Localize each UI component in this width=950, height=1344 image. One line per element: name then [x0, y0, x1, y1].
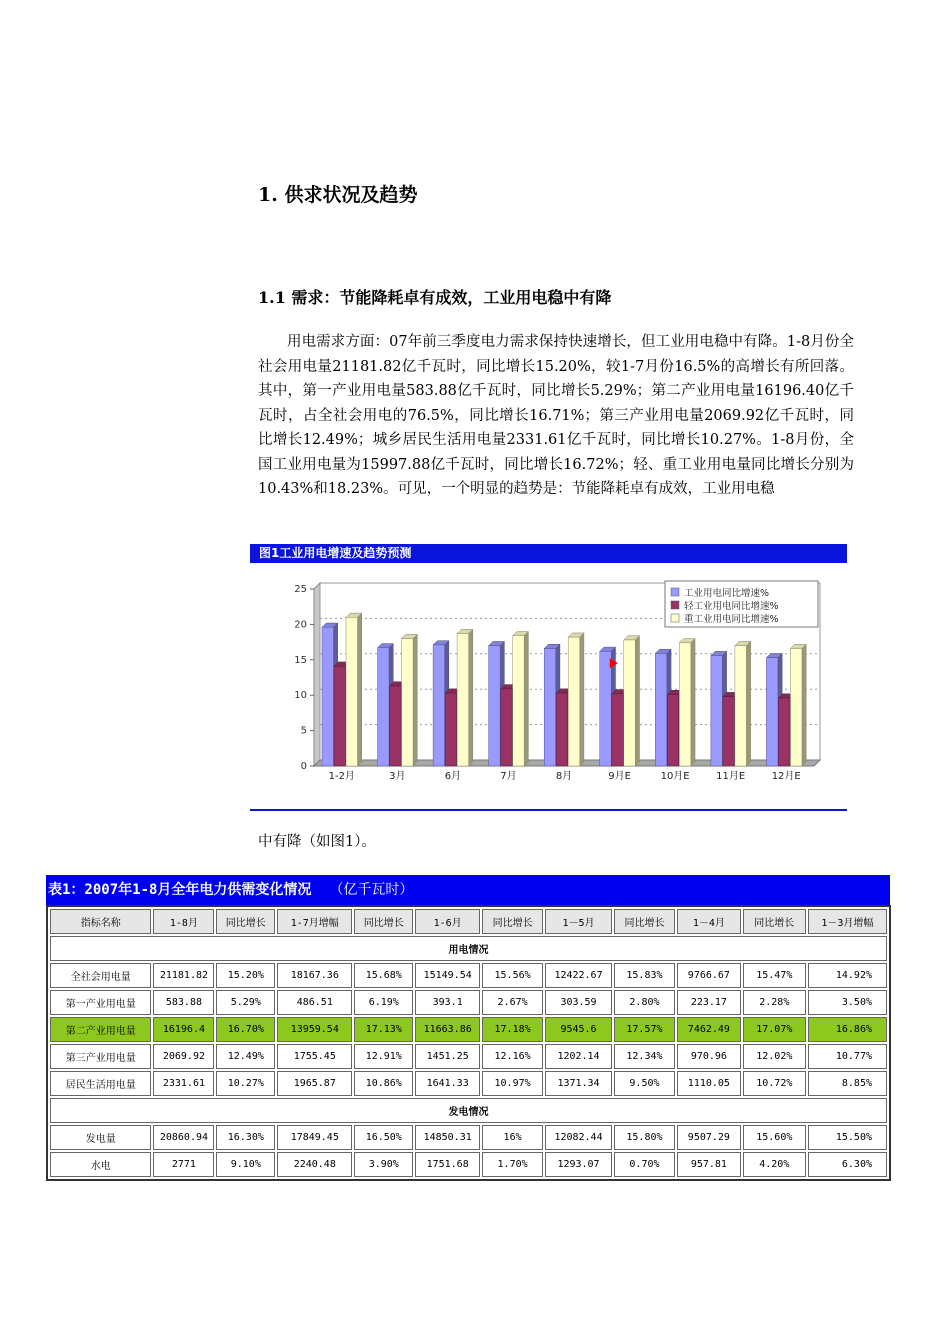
chart-x-tick-label: 9月E — [608, 771, 631, 782]
chart-bar — [334, 666, 346, 766]
table-section-row — [50, 1098, 887, 1123]
table-cell: 16.70% — [216, 1017, 275, 1042]
chart-x-tick-label: 11月E — [716, 771, 746, 782]
table-cell: 同比增长 — [743, 909, 806, 934]
chart-x-tick-label: 7月 — [500, 771, 517, 782]
table-cell: 1-7月增幅 — [277, 909, 352, 934]
table-cell: 3.50% — [808, 990, 887, 1015]
chart-bar-side — [413, 634, 417, 766]
chart-bar-side — [469, 629, 473, 766]
chart-bar-side — [635, 636, 639, 766]
table-row — [50, 1071, 887, 1096]
chart-legend-swatch — [671, 601, 679, 609]
table-title: 表1：2007年1-8月全年电力供需变化情况 — [48, 882, 312, 898]
table-cell: 14850.31 — [415, 1125, 480, 1150]
table-cell: 1641.33 — [415, 1071, 480, 1096]
table-cell: 15.50% — [808, 1125, 887, 1150]
table-cell: 第三产业用电量 — [50, 1044, 151, 1069]
table-row — [50, 1044, 887, 1069]
chart-bar — [655, 653, 667, 766]
chart-bar — [501, 689, 513, 766]
chart-bar — [445, 693, 457, 766]
table-cell: 12.49% — [216, 1044, 275, 1069]
chart-x-tick-label: 3月 — [389, 771, 406, 782]
table-cell: 水电 — [50, 1152, 151, 1177]
table-cell: 15.47% — [743, 963, 806, 988]
table-cell: 同比增长 — [354, 909, 413, 934]
chart-bar — [390, 686, 402, 766]
table-cell: 970.96 — [677, 1044, 741, 1069]
table-cell: 16% — [482, 1125, 543, 1150]
chart-y-tick-label: 25 — [294, 584, 307, 595]
table-section-label: 用电情况 — [50, 936, 887, 961]
table-cell: 1.70% — [482, 1152, 543, 1177]
figure-chart — [250, 563, 847, 809]
table-cell: 1－3月增幅 — [808, 909, 887, 934]
table-cell: 第二产业用电量 — [50, 1017, 151, 1042]
table-cell: 486.51 — [277, 990, 352, 1015]
table-cell: 10.97% — [482, 1071, 543, 1096]
figure-bottom-rule — [250, 809, 847, 811]
table-cell: 2331.61 — [153, 1071, 214, 1096]
table-cell: 1－5月 — [545, 909, 612, 934]
chart-bar — [735, 646, 747, 766]
continuation-text: 中有降（如图1）。 — [258, 834, 376, 850]
chart-bar — [489, 646, 501, 766]
chart-bar-side — [524, 632, 528, 766]
table-cell: 583.88 — [153, 990, 214, 1015]
table-cell: 15149.54 — [415, 963, 480, 988]
body-paragraph: 用电需求方面：07年前三季度电力需求保持快速增长，但工业用电稳中有降。1-8月份全社会用电量21181.82亿千瓦时，同比增长15.20%，较1-7月份16.5%的高增长有所回落。其中，第一产业用电量583.88亿千瓦时，同比增长5.29%；第二产业用电量16196.40亿千瓦时，占全社会用电的76.5%，同比增长16.71%；第三产业用电量2069.92亿千瓦时，同比增长12.49%；城乡居民生活用电量2331.61亿千瓦时，同比增长10.27%。1-8月份，全国工业用电量为15997.88亿千瓦时，同比增长16.72%；轻、重工业用电量同比增长分别为10.43%和18.23%。可见，一个明显的趋势是：节能降耗卓有成效，工业用电稳 — [258, 334, 854, 497]
table-cell: 1371.34 — [545, 1071, 612, 1096]
table-cell: 17.18% — [482, 1017, 543, 1042]
table-cell: 10.72% — [743, 1071, 806, 1096]
table-cell: 指标名称 — [50, 909, 151, 934]
table-cell: 2240.48 — [277, 1152, 352, 1177]
table-cell: 12.91% — [354, 1044, 413, 1069]
table-cell: 9545.6 — [545, 1017, 612, 1042]
table-cell: 10.27% — [216, 1071, 275, 1096]
chart-bar — [568, 637, 580, 766]
chart-bar — [679, 643, 691, 766]
table-cell: 同比增长 — [216, 909, 275, 934]
table-cell: 1-6月 — [415, 909, 480, 934]
chart-y-tick-label: 20 — [294, 619, 307, 631]
chart-legend-label: 重工业用电同比增速% — [684, 614, 779, 625]
table-cell: 15.20% — [216, 963, 275, 988]
table-cell: 17.13% — [354, 1017, 413, 1042]
chart-bar — [778, 698, 790, 766]
table-cell: 同比增长 — [482, 909, 543, 934]
chart-bar-side — [580, 633, 584, 766]
table-cell: 18167.36 — [277, 963, 352, 988]
table-section-label: 发电情况 — [50, 1098, 887, 1123]
table-cell: 223.17 — [677, 990, 741, 1015]
chart-bar-side — [691, 639, 695, 766]
table-cell: 3.90% — [354, 1152, 413, 1177]
table-row — [50, 1017, 887, 1042]
chart-bar-side — [802, 644, 806, 766]
table-cell: 12082.44 — [545, 1125, 612, 1150]
chart-side-wall — [314, 583, 320, 766]
chart-bar — [711, 656, 723, 766]
chart-bar — [402, 639, 414, 766]
chart-legend-label: 轻工业用电同比增速% — [684, 601, 779, 612]
section-heading: 1. 供求状况及趋势 — [258, 184, 418, 206]
chart-legend-swatch — [671, 588, 679, 596]
table-cell: 10.86% — [354, 1071, 413, 1096]
table-cell: 9507.29 — [677, 1125, 741, 1150]
table-cell: 17.07% — [743, 1017, 806, 1042]
table-cell: 12.02% — [743, 1044, 806, 1069]
table-cell: 13959.54 — [277, 1017, 352, 1042]
figure-title-bar: 图1工业用电增速及趋势预测 — [250, 544, 847, 563]
chart-x-tick-label: 6月 — [444, 771, 462, 782]
table-cell: 1110.05 — [677, 1071, 741, 1096]
table-cell: 1451.25 — [415, 1044, 480, 1069]
table-cell: 5.29% — [216, 990, 275, 1015]
table-cell: 2069.92 — [153, 1044, 214, 1069]
table-cell: 1751.68 — [415, 1152, 480, 1177]
chart-bar — [556, 693, 568, 766]
chart-x-tick-label: 12月E — [771, 771, 801, 782]
table-cell: 15.56% — [482, 963, 543, 988]
table-row — [50, 1125, 887, 1150]
supply-demand-table — [46, 905, 891, 1181]
chart-bar-side — [746, 641, 750, 766]
table-cell: 0.70% — [614, 1152, 675, 1177]
table-cell: 16.50% — [354, 1125, 413, 1150]
table-cell: 7462.49 — [677, 1017, 741, 1042]
table-cell: 2.67% — [482, 990, 543, 1015]
table-cell: 21181.82 — [153, 963, 214, 988]
chart-bar — [457, 634, 469, 766]
table-cell: 第一产业用电量 — [50, 990, 151, 1015]
table-cell: 12.34% — [614, 1044, 675, 1069]
chart-bar — [790, 648, 802, 766]
table-cell: 6.30% — [808, 1152, 887, 1177]
table-cell: 17849.45 — [277, 1125, 352, 1150]
chart-y-tick-label: 5 — [300, 725, 307, 737]
table-section-row — [50, 936, 887, 961]
table-cell: 发电量 — [50, 1125, 151, 1150]
table-cell: 16.86% — [808, 1017, 887, 1042]
table-cell: 居民生活用电量 — [50, 1071, 151, 1096]
chart-bar — [322, 627, 334, 766]
chart-legend-swatch — [671, 614, 679, 622]
chart-y-tick-label: 10 — [294, 690, 307, 702]
table-cell: 12.16% — [482, 1044, 543, 1069]
chart-legend-label: 工业用电同比增速% — [684, 588, 770, 599]
table-cell: 1202.14 — [545, 1044, 612, 1069]
table-row — [50, 963, 887, 988]
chart-bar — [433, 645, 445, 766]
table-cell: 303.59 — [545, 990, 612, 1015]
table-cell: 11663.86 — [415, 1017, 480, 1042]
table-cell: 10.77% — [808, 1044, 887, 1069]
table-row — [50, 1152, 887, 1177]
table-cell: 8.85% — [808, 1071, 887, 1096]
table-cell: 15.83% — [614, 963, 675, 988]
chart-x-tick-label: 10月E — [660, 771, 690, 782]
chart-bar — [612, 694, 624, 766]
table-header-row — [50, 909, 887, 934]
table-cell: 14.92% — [808, 963, 887, 988]
chart-bar-side — [358, 613, 362, 766]
table-unit: （亿千瓦时） — [329, 882, 414, 898]
table-cell: 20860.94 — [153, 1125, 214, 1150]
chart-bar — [346, 617, 358, 766]
chart-bar — [667, 694, 679, 766]
chart-bar — [766, 658, 778, 766]
bar-chart-svg — [250, 563, 847, 809]
table-cell: 16.30% — [216, 1125, 275, 1150]
chart-bar — [600, 651, 612, 766]
chart-bar — [378, 648, 390, 766]
subsection-heading: 1.1 需求：节能降耗卓有成效，工业用电稳中有降 — [258, 288, 612, 307]
table-cell: 同比增长 — [614, 909, 675, 934]
table-cell: 16196.4 — [153, 1017, 214, 1042]
chart-bar — [723, 697, 735, 766]
table-cell: 1965.87 — [277, 1071, 352, 1096]
table-cell: 12422.67 — [545, 963, 612, 988]
chart-y-tick-label: 15 — [294, 654, 307, 666]
chart-bar — [513, 636, 525, 766]
table-cell: 2.28% — [743, 990, 806, 1015]
table-cell: 全社会用电量 — [50, 963, 151, 988]
chart-x-tick-label: 1-2月 — [328, 771, 355, 782]
table-cell: 15.80% — [614, 1125, 675, 1150]
table-cell: 17.57% — [614, 1017, 675, 1042]
chart-bar — [624, 640, 636, 766]
chart-y-tick-label: 0 — [300, 761, 307, 772]
table-cell: 9.10% — [216, 1152, 275, 1177]
table-cell: 1-8月 — [153, 909, 214, 934]
table-cell: 15.60% — [743, 1125, 806, 1150]
table-cell: 6.19% — [354, 990, 413, 1015]
table-title-bar — [46, 875, 890, 905]
table-cell: 2771 — [153, 1152, 214, 1177]
table-cell: 2.80% — [614, 990, 675, 1015]
table-cell: 393.1 — [415, 990, 480, 1015]
table-row — [50, 990, 887, 1015]
chart-x-tick-label: 8月 — [555, 771, 573, 782]
table-cell: 4.20% — [743, 1152, 806, 1177]
table-cell: 1755.45 — [277, 1044, 352, 1069]
table-cell: 1－4月 — [677, 909, 741, 934]
table-cell: 1293.07 — [545, 1152, 612, 1177]
table-cell: 9.50% — [614, 1071, 675, 1096]
chart-bar — [544, 648, 556, 766]
table-cell: 957.81 — [677, 1152, 741, 1177]
table-cell: 15.68% — [354, 963, 413, 988]
table-cell: 9766.67 — [677, 963, 741, 988]
